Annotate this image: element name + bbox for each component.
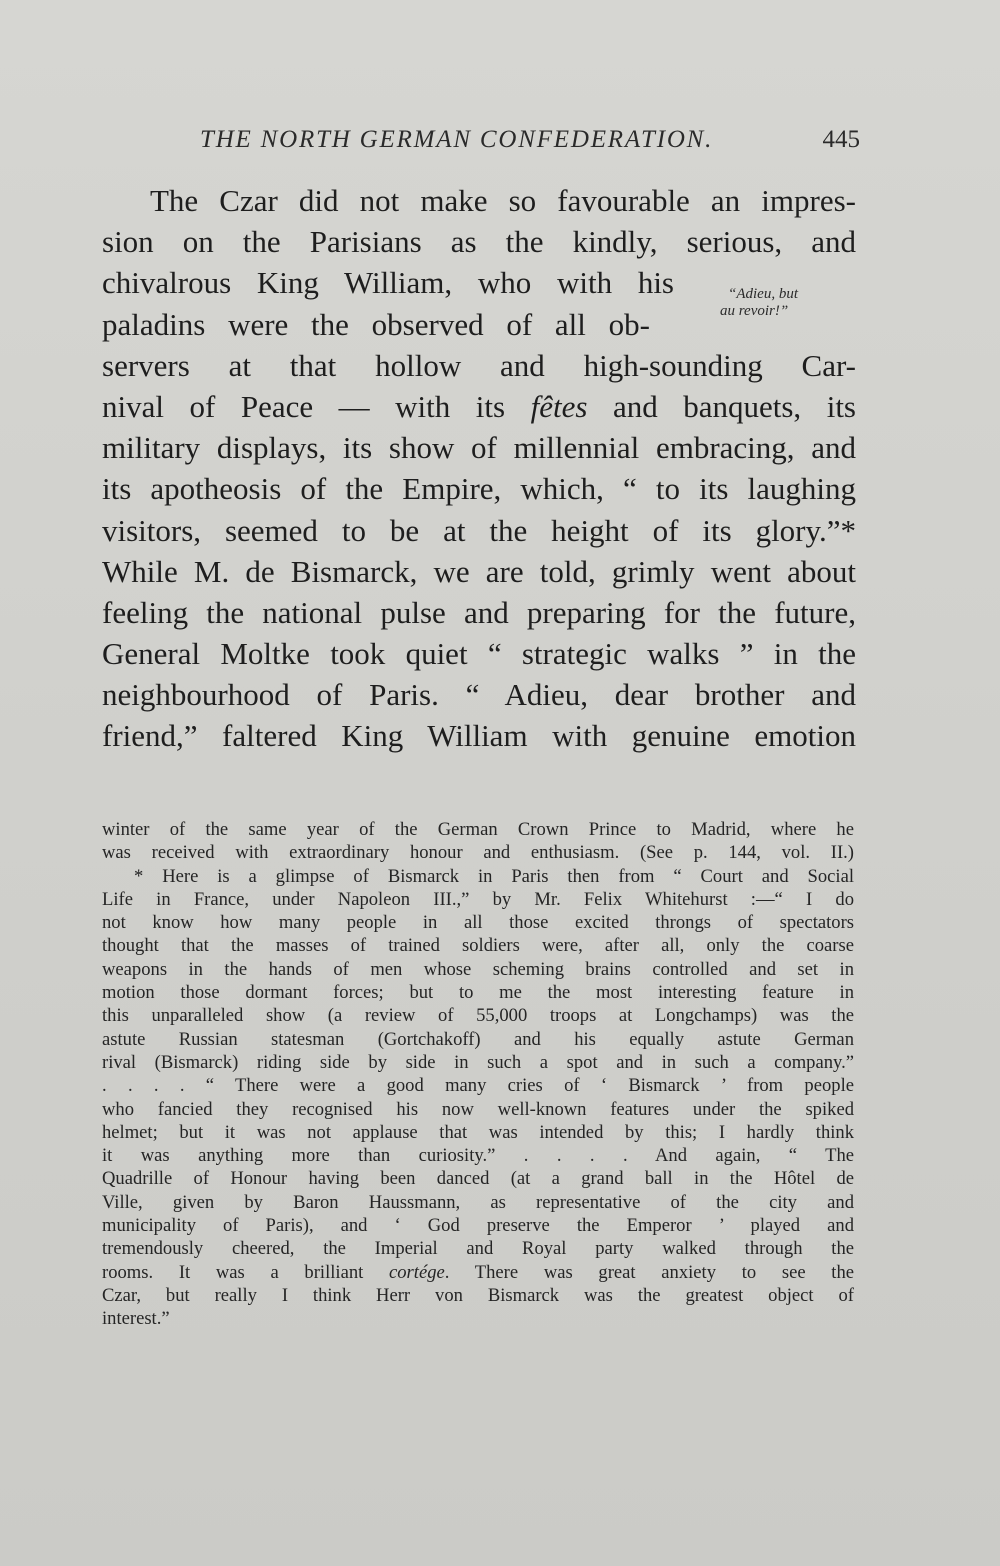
footnote-line: rooms. It was a brilliant cortége. There was great anxiety to see the bbox=[102, 1261, 854, 1283]
text-line: feeling the national pulse and preparing for the future, bbox=[102, 594, 856, 630]
footnotes bbox=[102, 818, 854, 1331]
footnote-line: Ville, given by Baron Haussmann, as representative of the city and bbox=[102, 1191, 854, 1213]
footnote-line: motion those dormant forces; but to me the most interesting feature in bbox=[102, 982, 854, 1004]
text-line: sion on the Parisians as the kindly, serious, and bbox=[102, 224, 856, 260]
footnote-line: this unparalleled show (a review of 55,000 troops at Longchamps) was the bbox=[102, 1005, 854, 1027]
footnote-line: weapons in the hands of men whose scheming brains controlled and set in bbox=[102, 958, 854, 980]
footnote-line: it was anything more than curiosity.” . . . . And again, “ The bbox=[102, 1145, 854, 1167]
footnote-line: winter of the same year of the German Crown Prince to Madrid, where he bbox=[102, 819, 854, 840]
running-header bbox=[100, 126, 860, 162]
footnote-line: astute Russian statesman (Gortchakoff) and his equally astute German bbox=[102, 1028, 854, 1050]
text-line: nival of Peace — with its fêtes and banquets, its bbox=[102, 388, 856, 424]
footnote-line: municipality of Paris), and ‘ God preserve the Emperor ’ played and bbox=[102, 1215, 854, 1237]
text-line: While M. de Bismarck, we are told, grimly went about bbox=[102, 553, 856, 589]
text-line: The Czar did not make so favourable an impres- bbox=[150, 183, 856, 218]
footnote-line: * Here is a glimpse of Bismarck in Paris then from “ Court and Social bbox=[134, 865, 854, 887]
main-text bbox=[102, 180, 856, 757]
footnote-line: rival (Bismarck) riding side by side in such a spot and in such a company.” bbox=[102, 1051, 854, 1073]
margin-note-line: au revoir!” bbox=[720, 303, 789, 319]
footnote-line: tremendously cheered, the Imperial and Royal party walked through the bbox=[102, 1238, 854, 1260]
footnote-line: Life in France, under Napoleon III.,” by Mr. Felix Whitehurst :—“ I do bbox=[102, 888, 854, 910]
text-line: visitors, seemed to be at the height of its glory.”* bbox=[102, 512, 856, 548]
footnote-line: thought that the masses of trained soldiers were, after all, only the coarse bbox=[102, 935, 854, 957]
footnote-line: interest.” bbox=[102, 1308, 170, 1330]
footnote-line: helmet; but it was not applause that was intended by this; I hardly think bbox=[102, 1121, 854, 1143]
footnote-line: . . . . “ There were a good many cries of ‘ Bismarck ’ from people bbox=[102, 1075, 854, 1097]
footnote-line: was received with extraordinary honour and enthusiasm. (See p. 144, vol. II.) bbox=[102, 842, 854, 864]
text-line: paladins were the observed of all ob- bbox=[102, 306, 650, 342]
text-line: military displays, its show of millennial embracing, and bbox=[102, 430, 856, 466]
running-title: THE NORTH GERMAN CONFEDERATION. bbox=[200, 126, 714, 153]
page-number: 445 bbox=[822, 126, 860, 153]
margin-note-line: “Adieu, but bbox=[728, 286, 798, 302]
footnote-line: Czar, but really I think Herr von Bismarck was the greatest object of bbox=[102, 1284, 854, 1306]
text-line: neighbourhood of Paris. “ Adieu, dear brother and bbox=[102, 677, 856, 713]
text-line: servers at that hollow and high-sounding Car- bbox=[102, 347, 856, 383]
text-line: chivalrous King William, who with his bbox=[102, 265, 674, 301]
footnote-line: Quadrille of Honour having been danced (at a grand ball in the Hôtel de bbox=[102, 1168, 854, 1190]
footnote-line: who fancied they recognised his now well-known features under the spiked bbox=[102, 1098, 854, 1120]
text-line: its apotheosis of the Empire, which, “ to its laughing bbox=[102, 471, 856, 507]
text-line: General Moltke took quiet “ strategic walks ” in the bbox=[102, 636, 856, 672]
footnote-line: not know how many people in all those excited throngs of spectators bbox=[102, 912, 854, 934]
text-line: friend,” faltered King William with genuine emotion bbox=[102, 718, 856, 754]
